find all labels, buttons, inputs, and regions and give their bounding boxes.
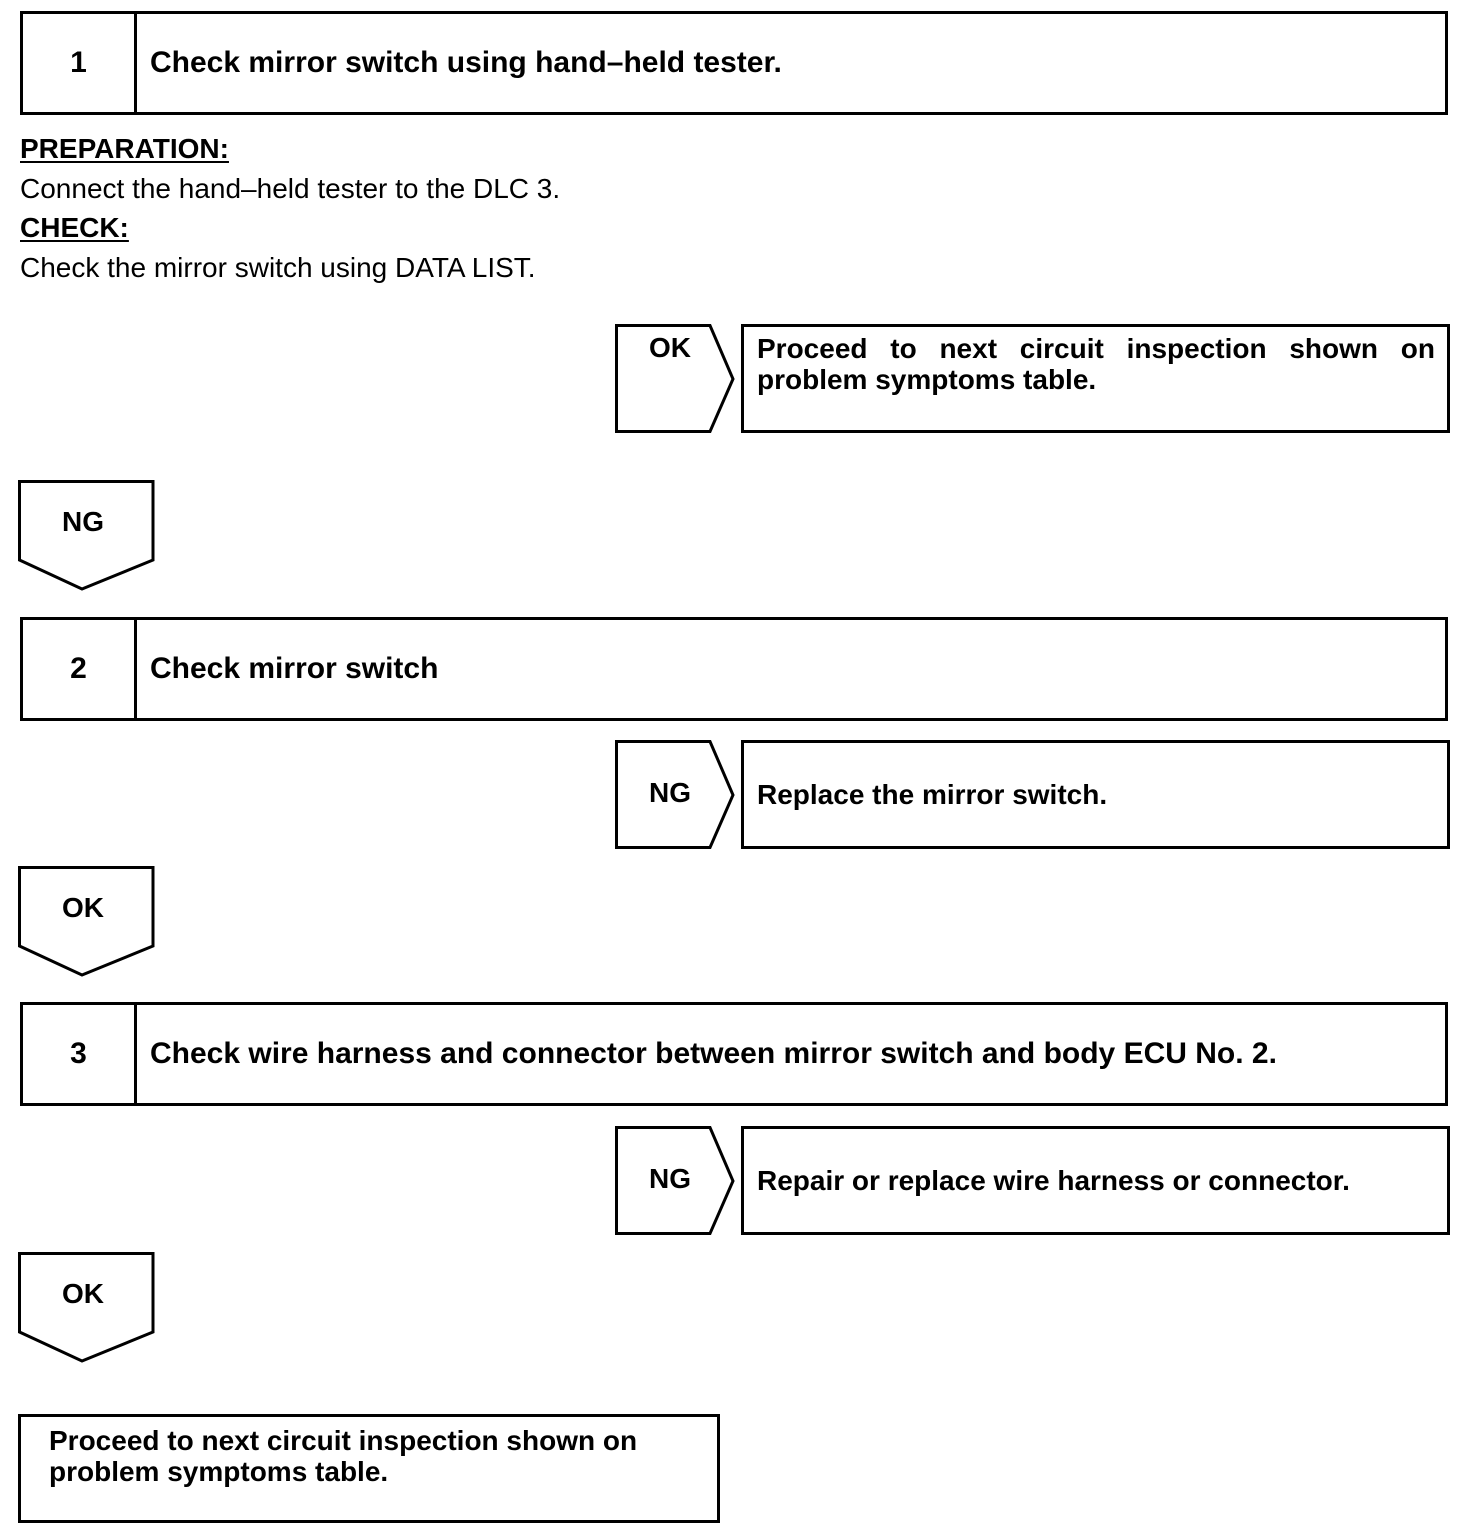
ng-branch-result-2: Repair or replace wire harness or connector. [741, 1126, 1450, 1235]
ok-down-arrow-2 [18, 1252, 158, 1364]
final-result-box: Proceed to next circuit inspection shown on problem symptoms table. [18, 1414, 720, 1523]
ng-branch-arrow-1 [615, 740, 737, 850]
step-2-title: Check mirror switch [150, 652, 439, 685]
ok-down-label-1: OK [62, 892, 104, 923]
step-1-number: 1 [23, 14, 137, 112]
preparation-label: PREPARATION: [20, 133, 229, 164]
ok-down-label-2: OK [62, 1278, 104, 1309]
ng-branch-arrow-2 [615, 1126, 737, 1236]
ng-branch-label-2: NG [649, 1163, 691, 1194]
preparation-text: Connect the hand–held tester to the DLC 3. [20, 173, 561, 204]
check-text: Check the mirror switch using DATA LIST. [20, 252, 536, 283]
ng-down-arrow [18, 480, 158, 592]
step-3-number: 3 [23, 1005, 137, 1103]
ng-down-label: NG [62, 506, 104, 537]
step-1-box [20, 11, 1448, 115]
step-2-number: 2 [23, 620, 137, 718]
ok-branch-arrow [615, 324, 737, 434]
step-3-title: Check wire harness and connector between mirror switch and body ECU No. 2. [150, 1037, 1277, 1070]
ok-branch-label: OK [649, 332, 691, 363]
ng-branch-label-1: NG [649, 777, 691, 808]
check-label: CHECK: [20, 212, 129, 243]
step-2-box [20, 617, 1448, 721]
step-1-title: Check mirror switch using hand–held tester. [150, 46, 782, 79]
ok-down-arrow-1 [18, 866, 158, 978]
ok-branch-result: Proceed to next circuit inspection shown on problem symptoms table. [741, 324, 1450, 433]
ng-branch-result-1: Replace the mirror switch. [741, 740, 1450, 849]
step-3-box [20, 1002, 1448, 1106]
